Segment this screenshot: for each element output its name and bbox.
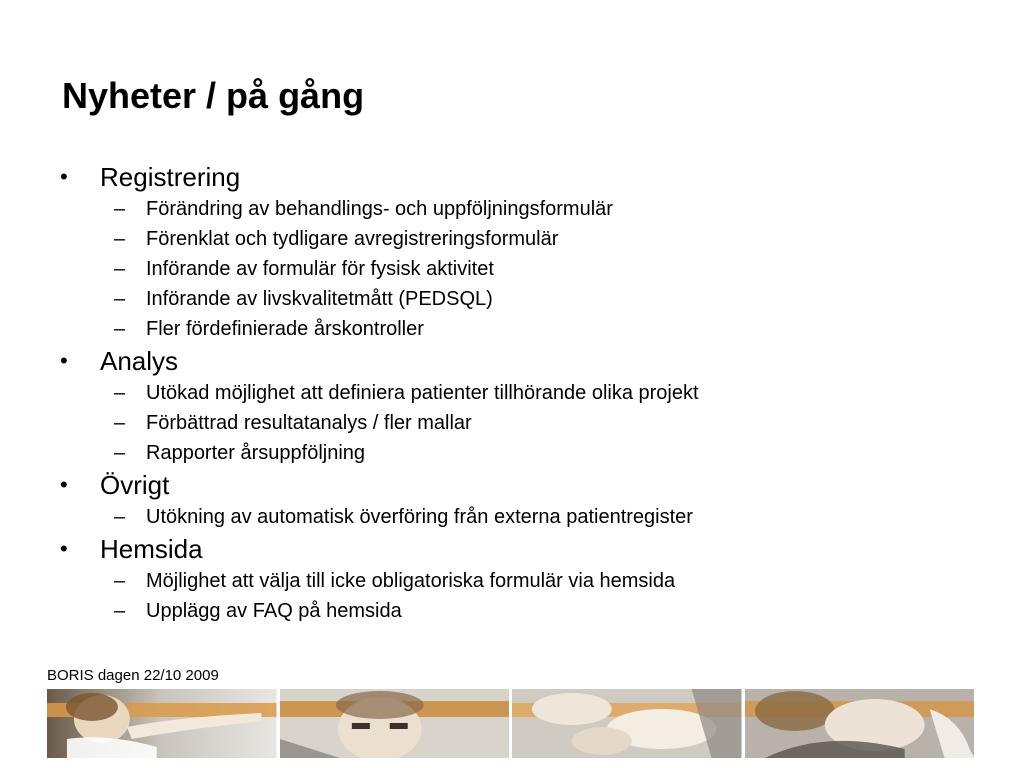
- dash-marker: –: [114, 506, 126, 528]
- photo-child-reaching: [47, 689, 277, 758]
- dash-marker: –: [114, 600, 126, 622]
- photo-hands-feet: [512, 689, 742, 758]
- bullet-heading: Hemsida: [100, 534, 203, 564]
- dash-marker: –: [114, 288, 126, 310]
- sub-item-text: Förändring av behandlings- och uppföljningsformulär: [146, 198, 613, 220]
- photo-strip: [47, 689, 974, 758]
- footer-text: BORIS dagen 22/10 2009: [47, 667, 219, 684]
- sub-item: [58, 284, 998, 314]
- sub-item-text: Upplägg av FAQ på hemsida: [146, 600, 402, 622]
- sub-item: [58, 408, 998, 438]
- sub-item: [58, 438, 998, 468]
- bullet-dot: •: [60, 472, 68, 497]
- dash-marker: –: [114, 318, 126, 340]
- slide-title: Nyheter / på gång: [62, 75, 365, 116]
- bullet-dot: •: [60, 536, 68, 561]
- bullet-heading: Analys: [100, 346, 179, 376]
- sub-item-text: Fler fördefinierade årskontroller: [146, 318, 424, 340]
- section-hemsida: [58, 532, 998, 626]
- bullet-item: [58, 532, 998, 566]
- sub-item: [58, 378, 998, 408]
- sub-item-text: Förbättrad resultatanalys / fler mallar: [146, 412, 472, 434]
- bullet-dot: •: [60, 348, 68, 373]
- section-registrering: [58, 160, 998, 344]
- sub-item-text: Rapporter årsuppföljning: [146, 442, 366, 464]
- sub-item-text: Förenklat och tydligare avregistreringsformulär: [146, 228, 559, 250]
- section-analys: [58, 344, 998, 468]
- dash-marker: –: [114, 570, 126, 592]
- dash-marker: –: [114, 198, 126, 220]
- sub-item: [58, 194, 998, 224]
- sub-item-text: Utökning av automatisk överföring från externa patientregister: [146, 506, 693, 528]
- sub-item-text: Införande av formulär för fysisk aktivitet: [146, 258, 494, 280]
- dash-marker: –: [114, 412, 126, 434]
- bullet-item: [58, 468, 998, 502]
- section-ovrigt: [58, 468, 998, 532]
- sub-item-text: Möjlighet att välja till icke obligatoriska formulär via hemsida: [146, 570, 676, 592]
- photo-child-profile: [745, 689, 975, 758]
- sub-item: [58, 502, 998, 532]
- bullet-heading: Registrering: [100, 162, 241, 192]
- sub-item: [58, 314, 998, 344]
- dash-marker: –: [114, 382, 126, 404]
- bullet-dot: •: [60, 164, 68, 189]
- sub-item: [58, 596, 998, 626]
- bullet-item: [58, 160, 998, 194]
- sub-item: [58, 566, 998, 596]
- bullet-item: [58, 344, 998, 378]
- sub-item-text: Utökad möjlighet att definiera patienter tillhörande olika projekt: [146, 382, 699, 404]
- bullet-list: [58, 160, 998, 626]
- dash-marker: –: [114, 258, 126, 280]
- photo-child-face: [280, 689, 510, 758]
- sub-item: [58, 254, 998, 284]
- bullet-heading: Övrigt: [100, 470, 170, 500]
- sub-item-text: Införande av livskvalitetmått (PEDSQL): [146, 288, 493, 310]
- dash-marker: –: [114, 442, 126, 464]
- sub-item: [58, 224, 998, 254]
- dash-marker: –: [114, 228, 126, 250]
